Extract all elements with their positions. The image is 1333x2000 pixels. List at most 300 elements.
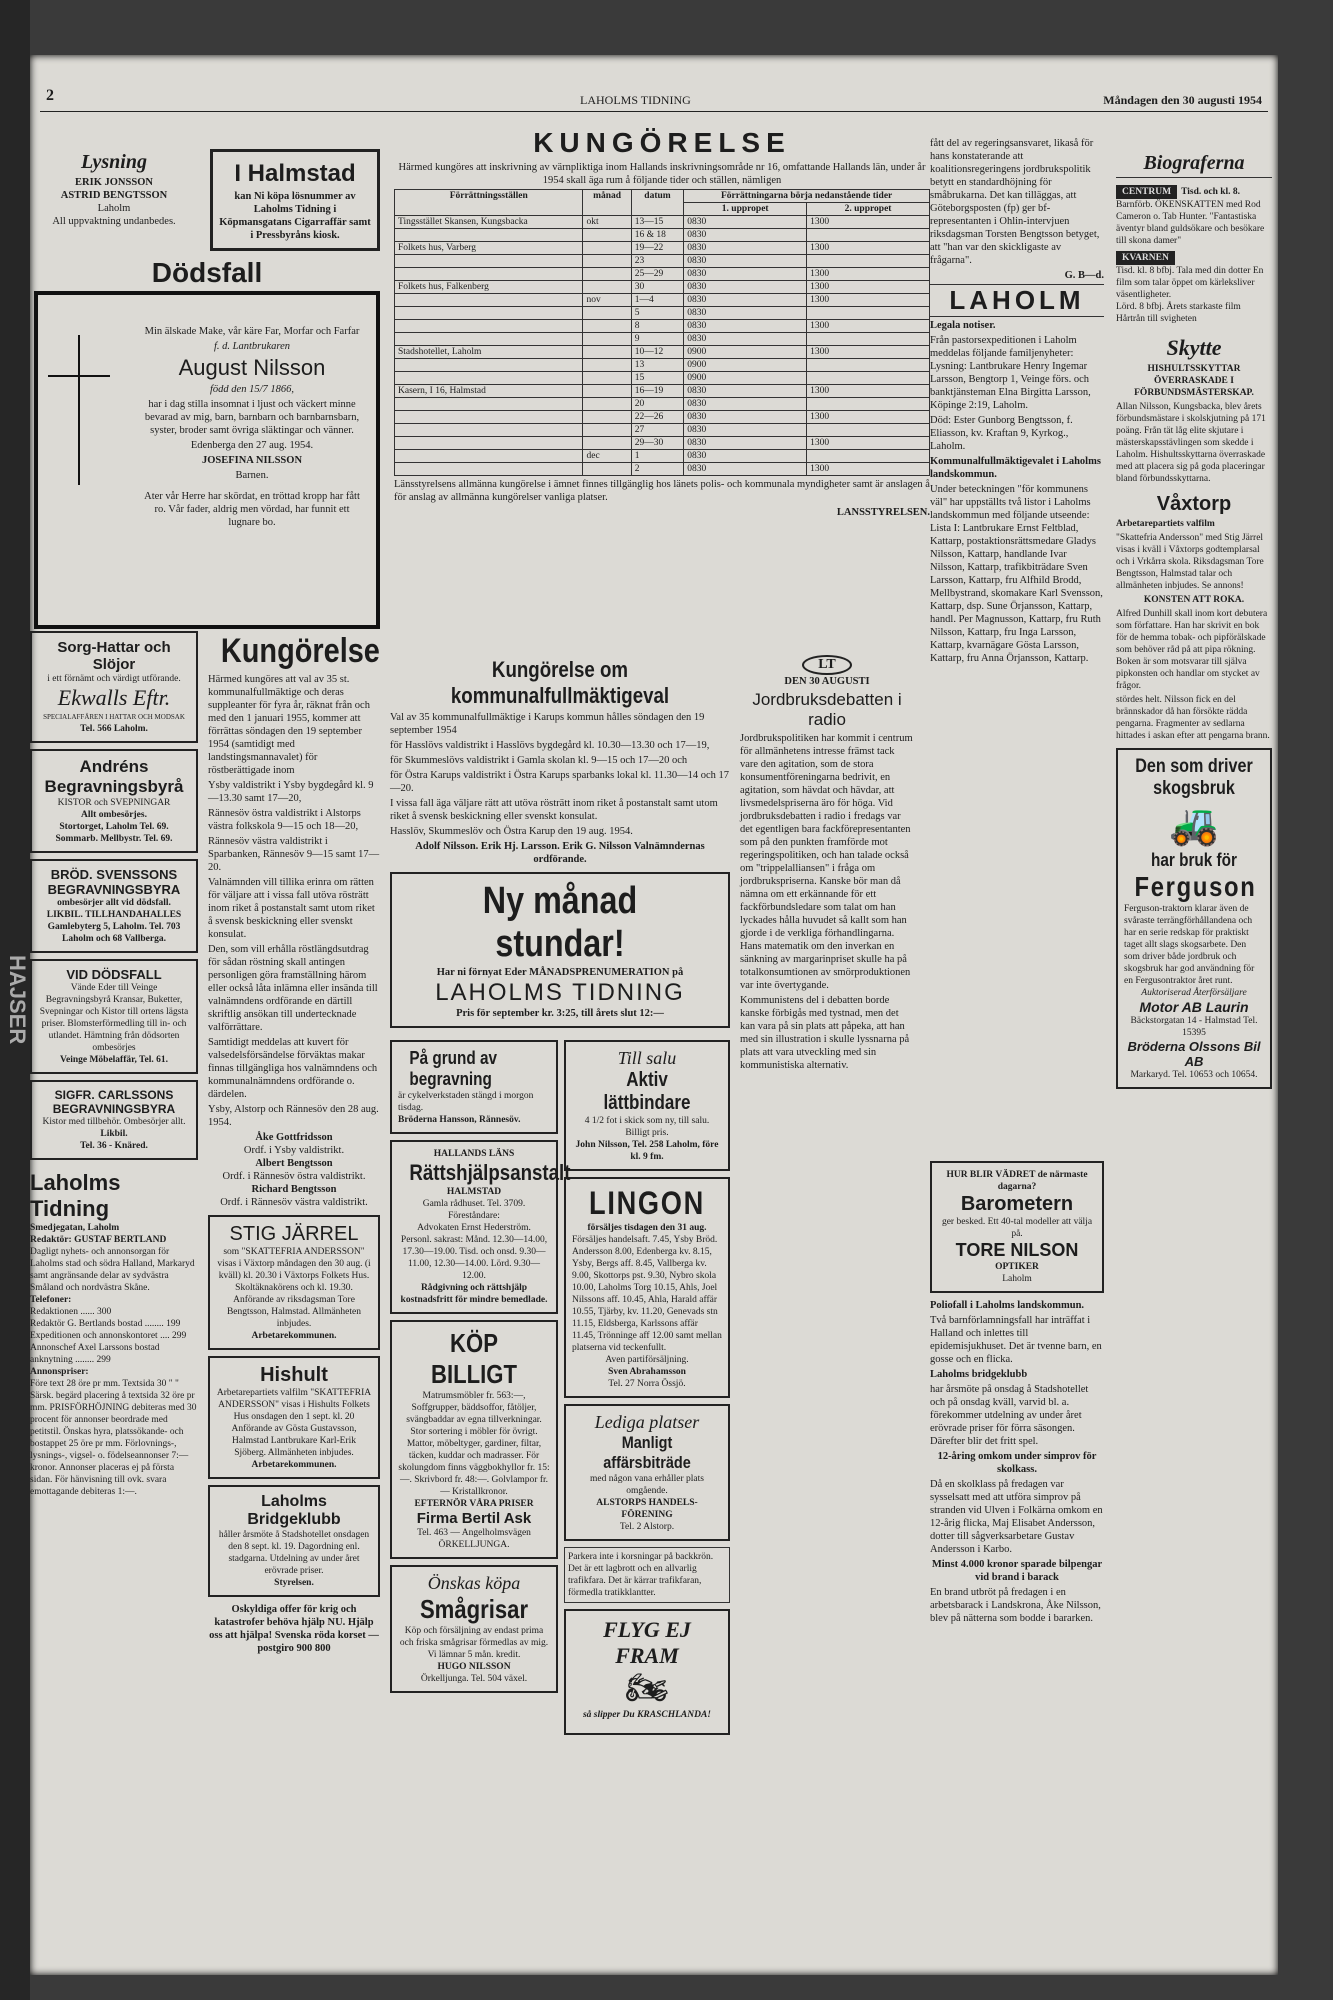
binding-spine: HAJSER: [0, 0, 30, 2000]
column-1-lower: [30, 625, 198, 1498]
kf-ostra: för Östra Karups valdistrikt i Östra Karups sparbanks lokal kl. 11.30—14 och 17—20.: [390, 770, 730, 794]
column-date: DEN 30 AUGUSTI: [784, 676, 870, 687]
table-row: [395, 255, 930, 268]
andrens-tel-1: Stortorget, Laholm Tel. 69.: [59, 822, 169, 832]
lingon-firm: Sven Abrahamsson: [608, 1367, 686, 1377]
onskas-big: Smågrisar: [419, 1594, 529, 1624]
table-cell: [395, 463, 583, 476]
table-cell: 1300: [807, 463, 930, 476]
hishult-title: Hishult: [260, 1364, 328, 1386]
mste-title: Minst 4.000 kronor sparade bilpengar vid brand i barack: [931, 1559, 1103, 1583]
lt-logo-box: [740, 655, 914, 688]
bio-title: Biograferna: [1143, 152, 1245, 174]
halmstad-title: I Halmstad: [234, 160, 356, 187]
table-cell: [807, 255, 930, 268]
table-cell: [583, 307, 631, 320]
lt-phone-4: Annonschef Axel Larssons bostad anknytning ........ 299: [30, 1343, 160, 1365]
vid-tel: Veinge Möbelaffär, Tel. 61.: [59, 1055, 169, 1065]
vaxtorp-title: Våxtorp: [1156, 493, 1232, 515]
andrens-note: Allt ombesörjes.: [81, 810, 147, 820]
kop-tel: Tel. 463 — Angelholmsvägen ÖRKELLJUNGA.: [417, 1528, 531, 1550]
death-signature-2: Barnen.: [235, 470, 269, 481]
table-cell: [395, 437, 583, 450]
table-cell: [583, 281, 631, 294]
table-cell: [583, 385, 631, 398]
table-row: [395, 346, 930, 359]
centrum-logo: CENTRUM: [1116, 185, 1177, 199]
table-cell: 0830: [684, 437, 807, 450]
sign-2: Albert Bengtsson: [255, 1158, 333, 1169]
table-cell: 29—30: [631, 437, 684, 450]
ekwalls-sub: SPECIALAFFÄREN I HATTAR OCH MODSAK: [43, 713, 185, 721]
aktiv-text: 4 1/2 fot i skick som ny, till salu. Billigt pris.: [584, 1116, 710, 1138]
th-date: [631, 190, 684, 216]
table-cell: [583, 437, 631, 450]
column-2-top: [210, 149, 380, 259]
lt-prices-title: Annonspriser:: [30, 1367, 89, 1377]
svensson-body: ombesörjer allt vid dödsfall.: [57, 898, 171, 908]
table-row: [395, 281, 930, 294]
kung-table-footer: Länsstyrelsens allmänna kungörelse i ämnet finnes tillgänglig hos länets polis- och kommunala myndigheter samt är anslagen å för anslag av allmänna kungörelser vanliga platser.: [394, 479, 930, 503]
table-cell: 0830: [684, 385, 807, 398]
pga-title: På grund av begravning: [409, 1048, 497, 1089]
th-date-label: datum: [644, 191, 671, 201]
table-cell: 0830: [684, 463, 807, 476]
jord-text: Jordbrukspolitiken har kommit i centrum för allmänhetens intresse främst tack vare den agitation, som de stora konsumentföreningarna bedrivit, en agitation, som hävdat och hävdar, att livsmedelspriserna äro för höga. Vid jordbruksdebatten i radio i fredags var det egentligen bara fackförepresentanten som på den punkten framförde mot regeringspolitiken, och han talade också om "trippelalliansen" i fråga om jordbrukspriserna. Kanske bör man då nämna om ett erkännande för ett fackförbundsledare som talat om han lyckades hålla huvudet så kallt som han gjorde i de verkliga förhandlingarna. Hans matematik om den inverkan en sänkning av margarinpriset skulle ha på totalkonsumtionen av smörproduktionen var inte övertygande.: [740, 733, 913, 991]
bridge-title: Laholms Bridgeklubb: [247, 1493, 341, 1528]
table-cell: nov: [583, 294, 631, 307]
newspaper-page: [30, 55, 1278, 1975]
page-header: [40, 85, 1268, 112]
carlsson-sub: Likbil.: [100, 1129, 128, 1139]
column-3-lower: [390, 655, 730, 1741]
kungorelse-rules2: Den, som vill erhålla röstlängdsutdrag för sådan röstning skall antingen personligen göra framställning härom eller också låta inlämna eller insända till valnämndens ordförande en därtill skriftlig ansökan till undertecknade valförrättare.: [208, 944, 378, 1033]
ny-paper: LAHOLMS TIDNING: [435, 979, 685, 1006]
bridge-sign: Styrelsen.: [274, 1578, 314, 1588]
table-cell: [583, 398, 631, 411]
table-cell: 13: [631, 359, 684, 372]
sorg-title: Sorg-Hattar och Slöjor: [57, 639, 171, 673]
table-cell: [395, 372, 583, 385]
kungorelse-place: Ysby, Alstorp och Rännesöv den 28 aug. 1954.: [208, 1104, 379, 1128]
lt-prices: Före text 28 öre pr mm. Textsida 30 " " Särsk. begärd placering å textsida 32 öre pr mm. PRISFÖRHÖJNING debiteras med 30 procent för annonser beordrade med petitstil. Önskas hyra, platssökande- och bostappet 25 öre pr mm. Förlovnings-, lysnings-, vigsel- o. födelseannonser 7:— kronor. Annonser placeras ej på första sidan. För hänvisning till ovk. svara emottagande debiteras 1:—.: [30, 1379, 197, 1497]
rattshjalp-ad: [390, 1140, 571, 1314]
table-cell: [583, 320, 631, 333]
death-intro: Min älskade Make, vår käre Far, Morfar och Farfar: [144, 326, 360, 337]
table-cell: [395, 450, 583, 463]
ledig-title: Lediga platser: [594, 1412, 700, 1432]
centrum-text: Barnförb. ÖKENSKATTEN med Rod Cameron o. Tab Hunter. "Fantastiska äventyr bland guldsökare och besökare till skona damer": [1116, 200, 1265, 246]
vaxtorp-text: "Skattefria Andersson" med Stig Järrel visas i kväll i Våxtorps godtemplarsal och i Vrkårra skola. Riksdagsman Tore Bengtsson, Halmstad talar och allmänheten inbjudes. Se annons!: [1116, 533, 1264, 591]
kop-note: EFTERNÖR VÅRA PRISER: [414, 1499, 534, 1509]
table-cell: 1: [631, 450, 684, 463]
kop-text: Matrumsmöbler fr. 563:—, Soffgrupper, bäddsoffor, fåtöljer, svängbaddar av egna tillverkningar. Stor sortering i möbler för övrigt. Mattor, möbeltyger, gardiner, filtar, täcken, kuddar och madrasser. För skolungdom finns väggbokhyllor fr. 15:—. Skrivbord fr. 48:—. Golvlampor fr. — Kristallkronor.: [398, 1391, 550, 1497]
table-cell: 25—29: [631, 268, 684, 281]
svensson-tel: Gamlebyterg 5, Laholm. Tel. 703 Laholm och 68 Vallberga.: [47, 922, 181, 944]
lt-phone-2: Redaktör G. Bertlands bostad ........ 199: [30, 1319, 181, 1329]
hallands-note: Rådgivning och rättshjälp kostnadsfritt för mindre bemedlade.: [400, 1283, 548, 1305]
table-cell: [807, 229, 930, 242]
table-row: [395, 268, 930, 281]
carlsson-body: Kistor med tillbehör. Ombesörjer allt.: [42, 1117, 186, 1127]
table-cell: 5: [631, 307, 684, 320]
inskrivning-body: [395, 216, 930, 476]
table-cell: 0830: [684, 255, 807, 268]
aktiv-sign: John Nilsson, Tel. 258 Laholm, före kl. 9 fm.: [575, 1140, 719, 1162]
laholm-text: Från pastorsexpeditionen i Laholm meddelas följande familjenyheter: Lysning: Lantbrukare Henry Ingemar Larsson, Bengtorp 1, Veinge förs. och banktjänsteman Elna Birgitta Larsson, Köpinge 2:19, Laholm.: [930, 335, 1091, 411]
laholm-sub: Legala notiser.: [930, 320, 996, 331]
cross-icon: [78, 335, 80, 485]
th-month: månad: [583, 190, 631, 216]
kf-title: Kungörelse om kommunalfullmäktigeval: [450, 657, 670, 708]
column-7: [1116, 150, 1272, 1095]
th-first: 1. uppropet: [684, 203, 807, 216]
parkera-notice: Parkera inte i korsningar på backkrön. Det är ett lagbrott och en allvarlig trafikfara. Det är kärrar trafikfaran, förmedla tratikklantter.: [564, 1547, 730, 1603]
kungorelse-ysby: Ysby valdistrikt i Ysby bygdegård kl. 9—13.30 samt 17—20,: [208, 780, 374, 804]
lt-address: Smedjegatan, Laholm: [30, 1223, 120, 1233]
table-cell: 0830: [684, 281, 807, 294]
lt-phone-1: Redaktionen ...... 300: [30, 1307, 112, 1317]
manligt-text: med någon vana erhåller plats omgående.: [590, 1474, 704, 1496]
death-verse: Ater vår Herre har skördat, en tröttad kropp har fått ro. Vår fader, aldrig men vördad, har funnit ett lugnare bo.: [144, 491, 360, 528]
death-name: August Nilsson: [178, 355, 326, 380]
andrens-title: Andréns Begravningsbyrå: [44, 757, 184, 796]
den-title: Den som driver skogsbruk: [1135, 756, 1253, 799]
svensson-title: BRÖD. SVENSSONS BEGRAVNINGSBYRA: [47, 867, 181, 897]
kungorelse-text: Härmed kungöres att val av 35 st. kommunalfullmäktige och deras suppleanter för fyra år, räknat från och med den 1 januari 1955, kommer att förrättas söndagen den 19 september 1954 (samtidigt med landstingsmannavalet) för röstberättigade inom: [208, 674, 370, 776]
lysning-place: Laholm: [97, 203, 131, 214]
tore-sub: OPTIKER: [995, 1262, 1039, 1272]
begravning-ad: [390, 1040, 558, 1134]
th-places: Förrättningsställen: [395, 190, 583, 216]
andrens-tel-2: Sommarb. Mellbystr. Tel. 69.: [55, 834, 173, 844]
svensson-sub: LIKBIL. TILLHANDAHALLES: [46, 910, 182, 920]
table-cell: 13—15: [631, 216, 684, 229]
column-5: [740, 655, 914, 1074]
manligt-title: Manligt affärsbiträde: [603, 1433, 691, 1472]
kf-hass: för Hasslövs valdistrikt i Hasslövs bygdegård kl. 10.30—13.30 och 17—19,: [390, 740, 710, 751]
table-cell: 2: [631, 463, 684, 476]
issue-date: Måndagen den 30 augusti 1954: [1103, 93, 1262, 107]
lt-desc: Dagligt nyhets- och annonsorgan för Laholms stad och södra Halland, Markaryd samt angränsande delar av sydvästra Småland och nordvästra Skåne.: [30, 1247, 195, 1293]
table-row: [395, 411, 930, 424]
onskas-text: Köp och försäljning av endast prima och friska smågrisar förmedlas av mig. Vi lämnar 5 mån. kredit.: [399, 1626, 549, 1660]
kvarn-logo: KVARNEN: [1116, 251, 1175, 265]
table-cell: 1300: [807, 346, 930, 359]
table-row: [395, 398, 930, 411]
tractor-icon: 🚜: [1169, 802, 1219, 847]
table-cell: [395, 268, 583, 281]
table-cell: 0830: [684, 294, 807, 307]
table-cell: 1300: [807, 294, 930, 307]
oskyldiga-ad: Oskyldiga offer för krig och katastrofer behöva hjälp NU. Hjälp oss att hjälpa! Svenska röda korset — postgiro 900 800: [209, 1604, 379, 1654]
column-1: [30, 149, 198, 228]
bridge-text: håller årsmöte å Stadshotellet onsdagen den 8 sept. kl. 19. Dagordning enl. stadgarna. Utdelning av under året erövrade priser.: [218, 1530, 370, 1576]
table-cell: 0830: [684, 216, 807, 229]
death-title: Dödsfall: [151, 257, 263, 288]
pga-text: är cykelverkstaden stängd i morgon tisdag.: [398, 1091, 534, 1113]
hishult-ad: [208, 1356, 380, 1479]
table-cell: [583, 411, 631, 424]
table-cell: 22—26: [631, 411, 684, 424]
table-row: [395, 424, 930, 437]
stig-text: som "SKATTEFRIA ANDERSSON" visas i Växtorp måndagen den 30 aug. (i kväll) kl. 20.30 i Växtorps Folkets Hus. Skoltäknakörens och kl. 19.30. Anförande av riksdagsman Tore Bengtsson, Halmstad. Allmänheten inbjudes.: [217, 1247, 371, 1329]
table-cell: [395, 359, 583, 372]
death-place: Edenberga den 27 aug. 1954.: [190, 440, 314, 451]
lt-phone-3: Expeditionen och annonskontoret .... 299: [30, 1331, 187, 1341]
komm-text: Under beteckningen "för kommunens väl" har uppställts två listor i Laholms landskommun med följande utseende: Lista I: Lantbrukare Ernst Feltblad, Kattarp, postaktionsrättsmedare Gladys Nilsson, Kattarp, handlande Ivar Nilsson, Kattarp, trafikbiträdare Sven Larsson, Kattarp, fru Alfhild Brodd, Mellbystrand, skomakare Karl Svensson, Kattarp, dsp. Sune Örjansson, Kattarp, handl. Per Magnusson, Kattarp, fru Ruth Nilsson, Kattarp, fru Inga Larsson, Kattarp, kvarnägare Gösta Larsson, Kattarp, fru Anna Örjansson, Kattarp.: [930, 484, 1103, 664]
column-6: [930, 135, 1104, 667]
table-cell: 1300: [807, 411, 930, 424]
inskrivning-table: [394, 189, 930, 476]
stig-sign: Arbetarekommunen.: [251, 1331, 337, 1341]
table-cell: [583, 242, 631, 255]
death-notice: [34, 291, 380, 629]
table-cell: 0830: [684, 229, 807, 242]
table-cell: 10—12: [631, 346, 684, 359]
table-cell: Kasern, I 16, Halmstad: [395, 385, 583, 398]
hur-title: HUR BLIR VÄDRET de närmaste dagarna?: [946, 1170, 1088, 1192]
carlsson-title: SIGFR. CARLSSONS BEGRAVNINGSBYRA: [52, 1088, 176, 1116]
death-text: har i dag stilla insomnat i ljust och väckert minne bevarad av mig, barn, barnbarn och barnbarnsbarn, syster, broder samt övriga släktingar och vänner.: [144, 399, 360, 436]
death-born: född den 15/7 1866,: [210, 384, 294, 395]
ny-price: Pris för september kr. 3:25, till årets slut 12:—: [456, 1008, 664, 1019]
table-cell: 0830: [684, 242, 807, 255]
lt-masthead: [30, 1170, 198, 1498]
hallands-addr: Gamla rådhuset. Tel. 3709.: [422, 1199, 526, 1209]
barometer-ad: [930, 1161, 1104, 1293]
death-section: [34, 255, 380, 629]
onskas-sign: HUGO NILSSON: [437, 1662, 511, 1672]
table-cell: 1300: [807, 320, 930, 333]
table-cell: 0830: [684, 268, 807, 281]
regering-text: fått del av regeringsansvaret, likaså för hans konstaterande att koalitionsregeringens jordbrukspolitik betytt en standardhöjning för småbrukarna. Det kan tilläggas, att Göteborgsposten (fp) ger bf-representanten i Ohlin-intervjuen riksdagsman Torsten Bengtsson betyget, att "han var den skickligaste av frågarna".: [930, 138, 1100, 266]
lingon-title: LINGON: [589, 1185, 705, 1221]
table-cell: 0830: [684, 333, 807, 346]
table-cell: [583, 268, 631, 281]
flyg-ad: [564, 1609, 730, 1735]
bridge-ad: [208, 1485, 380, 1597]
table-cell: 0900: [684, 372, 807, 385]
ledig-ad: [564, 1404, 730, 1541]
table-cell: [807, 359, 930, 372]
lingon-ad: [564, 1177, 730, 1398]
polis-title: Poliofall i Laholms landskommun.: [930, 1300, 1085, 1311]
kf-date: Hasslöv, Skummeslöv och Östra Karup den 19 aug. 1954.: [390, 826, 633, 837]
table-row: [395, 372, 930, 385]
ferg-text: Ferguson-traktorn klarar även de svåraste terrängförhållandena och har en serie redskap för praktiskt taget allt slags skogsarbete. Den som driver både jordbruk och skogsbruk har god användning för en Fergusontraktor året runt.: [1124, 904, 1255, 986]
onskas-title: Önskas köpa: [427, 1573, 521, 1593]
motor-addr: Bäckstorgatan 14 - Halmstad Tel. 15395: [1130, 1016, 1258, 1038]
table-cell: [395, 333, 583, 346]
table-cell: [395, 229, 583, 242]
table-cell: 8: [631, 320, 684, 333]
kungorelse-table-section: [394, 125, 930, 521]
table-cell: 9: [631, 333, 684, 346]
kung-table-sign: LANSSTYRELSEN.: [836, 507, 930, 518]
bridge-news-title: Laholms bridgeklubb: [930, 1369, 1028, 1380]
ferg-dealer: Auktoriserad Återförsäljare: [1141, 988, 1247, 998]
table-cell: 0900: [684, 346, 807, 359]
table-cell: [583, 359, 631, 372]
stig-title: STIG JÄRREL: [229, 1223, 359, 1245]
table-cell: [583, 255, 631, 268]
kungorelse-rules: Valnämnden vill tillika erinra om rätten för väljare att i vissa fall utöva rösträtt inom riket å postanstalt samt utom riket å svensk beskickning eller svenskt konsulat.: [208, 877, 375, 940]
table-cell: 0830: [684, 320, 807, 333]
ferg-title: Ferguson: [1134, 871, 1257, 902]
lt-phones-title: Telefoner:: [30, 1295, 72, 1305]
vid-body: Vände Eder till Veinge Begravningsbyrå Kransar, Buketter, Svepningar och Kistor till ortens lägsta priser. Blomsterförmedling till in- och utlandet. Hämtning från dödsorten ombesörjes: [39, 983, 189, 1053]
pga-sign: Bröderna Hansson, Rännesöv.: [398, 1115, 521, 1125]
skytte-title: Skytte: [1166, 335, 1222, 360]
table-cell: 1300: [807, 242, 930, 255]
kf-signs: Adolf Nilsson. Erik Hj. Larsson. Erik G. Nilsson Valnämndernas ordförande.: [415, 841, 705, 865]
aktiv-ad: [564, 1040, 730, 1171]
paper-name: LAHOLMS TIDNING: [580, 93, 691, 107]
hallands-hours: Personl. sakrast: Månd. 12.30—14.00, 17.30—19.00. Tisd. och onsd. 9.30—11.00, 12.30—14.00. Lörd. 9.30—12.00.: [400, 1235, 548, 1281]
ny-title: Ny månad stundar!: [482, 880, 638, 965]
onskas-tel: Örkelljunga. Tel. 504 växel.: [420, 1674, 528, 1684]
motorcycle-icon: 🏍: [625, 1670, 669, 1707]
brodor-tel: Markaryd. Tel. 10653 och 10654.: [1130, 1070, 1258, 1080]
jord-text-2: Kommunistens del i debatten borde kanske förbigås med tystnad, men det kan vara på sin plats att påpeka, att han med sin illustration i skulle lyssnarna på plats att vara utveckling med sin kommunistiska alternativ.: [740, 995, 910, 1071]
kf-notice: [390, 657, 730, 709]
table-row: [395, 437, 930, 450]
table-cell: 0830: [684, 307, 807, 320]
table-row: [395, 242, 930, 255]
hishult-sign: Arbetarekommunen.: [251, 1460, 337, 1470]
table-cell: 19—22: [631, 242, 684, 255]
cross-bar: [48, 375, 110, 377]
ny-manad-ad: [390, 872, 730, 1028]
hallands-title: HALLANDS LÄNS: [433, 1149, 515, 1159]
table-cell: 30: [631, 281, 684, 294]
table-cell: 0830: [684, 424, 807, 437]
table-cell: [395, 255, 583, 268]
carlsson-ad: [30, 1080, 198, 1160]
andrens-ad: [30, 749, 198, 853]
hishult-text: Arbetarepartiets valfilm "SKATTEFRIA ANDERSSON" visas i Hishults Folkets Hus onsdagen den 1 sept. kl. 20 Anförande av Gösta Gustavsson, Halmstad Lantbrukare Karl-Erik Sjöberg. Allmänheten inbjudes.: [216, 1388, 372, 1458]
aktiv-title: Aktiv lättbindare: [603, 1069, 691, 1114]
barometer-title: Barometern: [960, 1193, 1074, 1215]
tore-city: Laholm: [1002, 1274, 1032, 1284]
kungorelse-title: Kungörelse: [220, 632, 380, 670]
page-number: 2: [46, 87, 54, 104]
jord-title: Jordbruksdebatten i radio: [752, 690, 902, 729]
table-cell: 20: [631, 398, 684, 411]
laholm-title: LAHOLM: [930, 284, 1104, 317]
table-cell: [807, 372, 930, 385]
table-cell: 1300: [807, 385, 930, 398]
sorg-sub: i ett förnämt och värdigt utförande.: [47, 674, 181, 684]
lysning-title: Lysning: [81, 151, 147, 173]
table-cell: 16 & 18: [631, 229, 684, 242]
olycka-text: Då en skolklass på fredagen var sysselsatt med att utföra simprov på stranden vid Ulven i Folkärna omkom en 12-årig flicka, Maj Elisabet Andersson, dotter till sågverksarbetare Gustav Andersson i Karbo.: [930, 1479, 1103, 1555]
lysning-name-1: ERIK JONSSON: [75, 177, 153, 188]
table-cell: [807, 333, 930, 346]
halmstad-ad: [210, 149, 380, 251]
table-cell: [807, 307, 930, 320]
kungorelse-rannes: Rännesöv östra valdistrikt i Alstorps västra folkskola 9—15 och 18—20,: [208, 808, 361, 832]
kvarn-text: Tisd. kl. 8 bfbj. Tala med din dotter En film som talar öppet om kärleksliver väsentligheter.: [1116, 266, 1264, 300]
svensson-ad: [30, 859, 198, 953]
konsten-text: Alfred Dunhill skall inom kort debutera som författare. Han har skrivit en bok för de hemma tobak- och pipförälskade som behöver råd på att pipa rökning. Boken är som motsvarar till själva pipkonsten och handlar om stycket av frågor.: [1116, 609, 1268, 691]
bridge-news-text: har årsmöte på onsdag å Stadshotellet och på onsdag kväll, varvid bl. a. förekommer utdelning av under året erövrade priser för förra säsongen. Därefter blir det fritt spel.: [930, 1384, 1089, 1447]
table-cell: 0830: [684, 450, 807, 463]
komm-title: Kommunalfullmäktigevalet i Laholms landskommun.: [930, 456, 1101, 480]
table-cell: 0900: [684, 359, 807, 372]
centrum-time: Tisd. och kl. 8.: [1181, 187, 1241, 197]
ekwalls-tel: Tel. 566 Laholm.: [80, 724, 148, 734]
hallands-city: HALMSTAD: [446, 1187, 502, 1197]
lt-title: Laholms Tidning: [30, 1170, 121, 1221]
hallands-head: Föreståndare:: [448, 1211, 500, 1221]
alstorp-name: ALSTORPS HANDELS-FÖRENING: [596, 1498, 698, 1520]
kungorelse-rules3: Samtidigt meddelas att kuvert för valsedelsförsändelse förväktas makar finnas tillgängliga hos valnämndens och kommunalnämndens ordförande o. därdelen.: [208, 1037, 378, 1100]
table-cell: [583, 372, 631, 385]
table-cell: [583, 463, 631, 476]
halmstad-text: kan Ni köpa lösnummer av Laholms Tidning i Köpmansgatans Cigarraffär samt i Pressbyråns kiosk.: [219, 191, 371, 241]
lingon-text: Försäljes handelsaft. 7.45, Ysby Bröd. Andersson 8.00, Edenberga kv. 8.15, Ysby, Bergs aff. 8.45, Vallberga kv. 9.00, Skottorps pst. 9.30, Nybro skola 10.00, Laholms Torg 10.15, Ahls, Joel Nilssons aff. 10.45, Ahla, Harald affär 10.55, Tjärby, kv. 11.20, Genevads stn 11.15, Eldsberga, Karlssons affär 11.45, Trönninge aff 12.00 samt mellan platserna vid teckenfullt.: [572, 1235, 722, 1353]
har-title: har bruk för: [1151, 850, 1237, 870]
brodor-name: Bröderna Olssons Bil AB: [1127, 1039, 1261, 1069]
sign-2-role: Ordf. i Rännesöv östra valdistrikt.: [222, 1171, 366, 1182]
table-cell: 23: [631, 255, 684, 268]
table-cell: dec: [583, 450, 631, 463]
table-row: [395, 359, 930, 372]
lt-editor: Redaktör: GUSTAF BERTLAND: [30, 1235, 167, 1245]
regering-sign: G. B—d.: [1064, 270, 1104, 281]
lingon-sign: Aven partiförsäljning.: [605, 1355, 689, 1365]
vid-dodsfall-ad: [30, 959, 198, 1074]
table-cell: Folkets hus, Falkenberg: [395, 281, 583, 294]
sign-1: Åke Gottfridsson: [255, 1132, 333, 1143]
kf-skumm: för Skummeslövs valdistrikt i Gamla skolan kl. 9—15 och 17—20 och: [390, 755, 688, 766]
kf-text: Val av 35 kommunalfullmäktige i Karups kommun hålles söndagen den 19 september 1954: [390, 712, 705, 736]
hallands-name: Advokaten Ernst Hederström.: [417, 1223, 531, 1233]
sign-3: Richard Bengtsson: [251, 1184, 337, 1195]
skytte-text: Allan Nilsson, Kungsbacka, blev årets förbundsmästare i skolskjutning på 171 poäng. Från tät låg elite skjutare i mästerskapsstävlingen som skedde i Laholm. Hishultsskyttarna överraskade med att placera sig på goda placeringar bland förbundsskyttarna.: [1116, 402, 1266, 484]
table-cell: 27: [631, 424, 684, 437]
hallands-big: Rättshjälpsanstalt: [409, 1160, 571, 1185]
kung-table-title: KUNGÖRELSE: [533, 127, 791, 158]
table-cell: 15: [631, 372, 684, 385]
konsten-title: KONSTEN ATT ROKA.: [1143, 595, 1245, 605]
carlsson-tel: Tel. 36 - Knäred.: [80, 1141, 148, 1151]
polis-text: Två barnförlamningsfall har inträffat i Halland och inlettes till epidemisjukhuset. Det är tvenne barn, en gosse och en flicka.: [930, 1315, 1102, 1365]
motor-name: Motor AB Laurin: [1139, 999, 1249, 1015]
table-row: [395, 307, 930, 320]
table-cell: 1300: [807, 216, 930, 229]
table-cell: [395, 307, 583, 320]
lt-logo: LT: [802, 655, 851, 675]
table-cell: okt: [583, 216, 631, 229]
table-cell: [583, 229, 631, 242]
table-cell: [583, 346, 631, 359]
table-row: [395, 229, 930, 242]
kop-title: KÖP BILLIGT: [431, 1328, 517, 1389]
mste-text: En brand utbröt på fredagen i en arbetsbarack i Landskrona, Åke Nilsson, blev på nätterna som bodde i bararken.: [930, 1587, 1101, 1624]
table-cell: [395, 398, 583, 411]
table-cell: 0830: [684, 398, 807, 411]
column-2-lower: [208, 630, 380, 1655]
vaxtorp-sub: Arbetarepartiets valfilm: [1116, 519, 1215, 529]
table-row: [395, 463, 930, 476]
table-cell: Stadshotellet, Laholm: [395, 346, 583, 359]
skytte-sub: HISHULTSSKYTTAR ÖVERRASKADE I FÖRBUNDSMÄSTERSKAP.: [1134, 364, 1254, 398]
kung-table-intro: Härmed kungöres att inskrivning av värnpliktiga inom Hallands inskrivningsområde nr 16, omfattande Hallands län, under år 1954 skall äga rum å följande tider och ställen, nämligen: [398, 162, 926, 186]
table-cell: 1300: [807, 437, 930, 450]
